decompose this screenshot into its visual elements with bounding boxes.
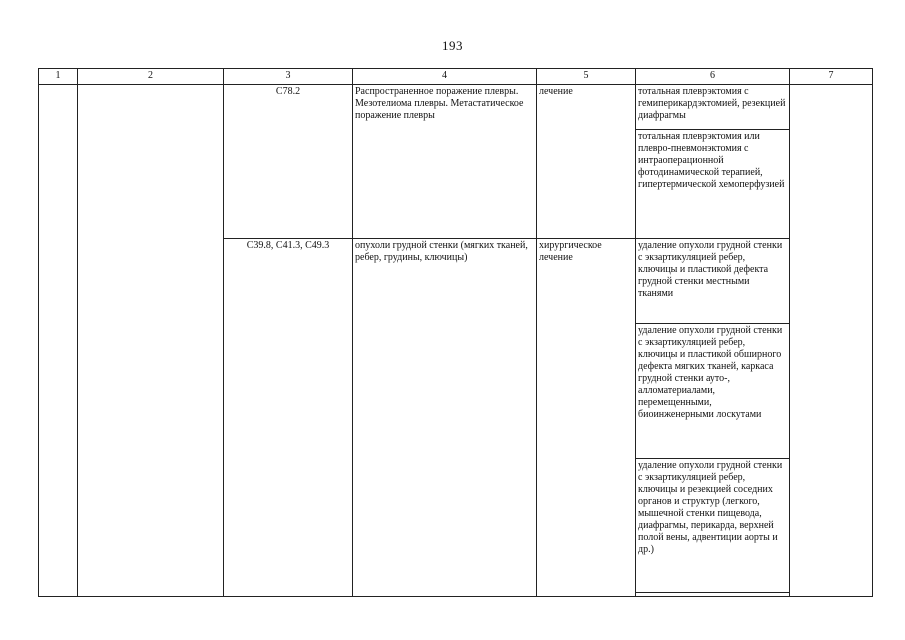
treatment-table [38, 68, 873, 597]
treatment-type-cell: лечение [537, 85, 636, 239]
icd-code-cell: C39.8, C41.3, C49.3 [224, 238, 353, 596]
method-cell: удаление опухоли грудной стенки с экзартикуляцией ребер, ключицы и резекцией соседних органов и структур (легкого, мышечной стенки пищевода, диафрагмы, перикарда, верхней полой вены, адвентиции аорты и др.) [636, 459, 790, 593]
col1-cell [39, 85, 78, 597]
column-header: 4 [353, 69, 537, 85]
diagnosis-cell: Распространенное поражение плевры. Мезотелиома плевры. Метастатическое поражение плевры [353, 85, 537, 239]
page-number: 193 [442, 38, 463, 53]
method-cell: удаление опухоли грудной стенки с экзартикуляцией ребер, ключицы и пластикой обширного дефекта мягких тканей, каркаса грудной стенки ауто-, алломатериалами, перемещенными, биоинженерными лоскутами [636, 323, 790, 459]
header-row [39, 69, 873, 85]
column-header: 2 [78, 69, 224, 85]
diagnosis-cell: опухоли грудной стенки (мягких тканей, ребер, грудины, ключицы) [353, 238, 537, 596]
col7-cell [790, 85, 873, 597]
method-cell-empty [636, 592, 790, 596]
column-header: 1 [39, 69, 78, 85]
table-row [39, 85, 873, 130]
column-header: 5 [537, 69, 636, 85]
column-header: 3 [224, 69, 353, 85]
column-header: 6 [636, 69, 790, 85]
method-cell: тотальная плеврэктомия с гемиперикардэктомией, резекцией диафрагмы [636, 85, 790, 130]
treatment-type-cell: хирургическое лечение [537, 238, 636, 596]
column-header: 7 [790, 69, 873, 85]
method-cell: удаление опухоли грудной стенки с экзартикуляцией ребер, ключицы и пластикой дефекта грудной стенки местными тканями [636, 238, 790, 323]
icd-code-cell: C78.2 [224, 85, 353, 239]
method-cell: тотальная плеврэктомия или плевро-пневмонэктомия с интраоперационной фотодинамической терапией, гипертермической хемоперфузией [636, 129, 790, 238]
col2-cell [78, 85, 224, 597]
